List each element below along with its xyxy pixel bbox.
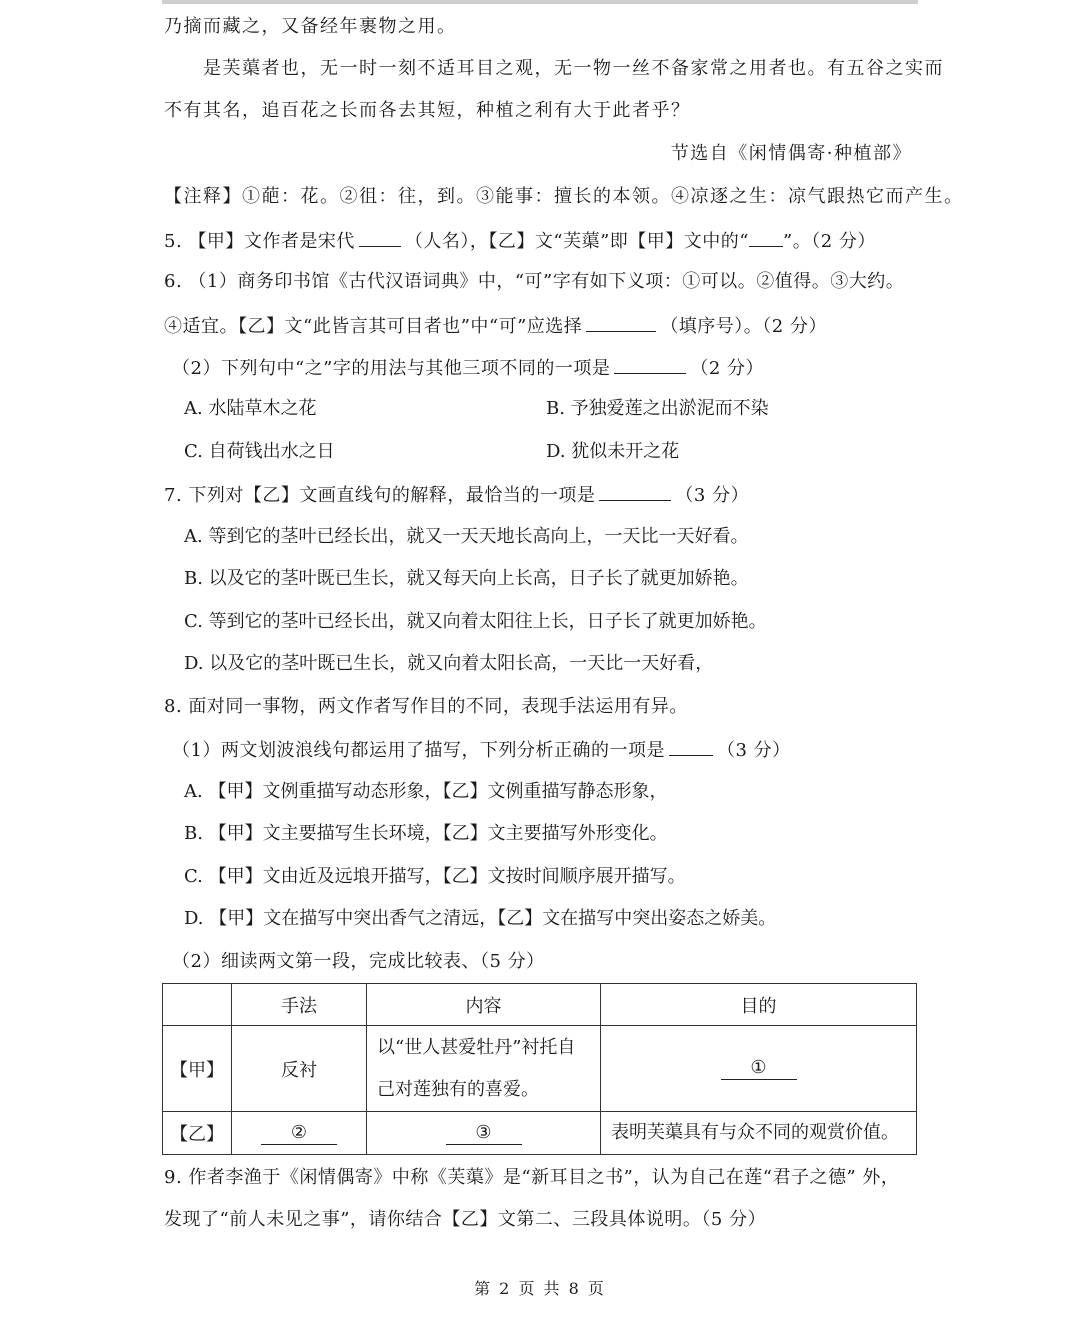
q8-option-d[interactable]: D. 【甲】文在描写中突出香气之清远，【乙】文在描写中突出姿态之娇美。 [184, 908, 777, 929]
q6-option-d[interactable]: D. 犹似未开之花 [546, 441, 680, 462]
table-header-cell [163, 984, 232, 1026]
table-header-cell: 手法 [232, 984, 367, 1026]
page-number: 第 2 页 共 8 页 [474, 1279, 606, 1298]
question-9-line1: 9. 作者李渔于《闲情偶寄》中称《芙蕖》是“新耳目之书”，认为自己在莲“君子之德” 外， [164, 1167, 900, 1188]
table-row [163, 1026, 917, 1112]
q8-1-blank[interactable] [669, 737, 713, 756]
content-cell [367, 1026, 601, 1112]
q7-text: 7. 下列对【乙】文画直线句的解释，最恰当的一项是 [164, 485, 596, 506]
passage-line: 乃摘而藏之，又备经年裹物之用。 [164, 16, 457, 37]
question-7 [164, 482, 749, 508]
q7-option-a[interactable]: A. 等到它的茎叶已经长出，就又一天天地长高向上，一天比一天好看。 [184, 526, 749, 547]
answer-blank-3[interactable]: ③ [446, 1122, 522, 1145]
method-cell[interactable] [232, 1112, 367, 1155]
q6-1-blank[interactable] [586, 313, 656, 332]
q5-text-c: ”。（2 分） [783, 231, 876, 252]
method-cell: 反衬 [232, 1026, 367, 1112]
content-line: 己对莲独有的喜爱。 [377, 1078, 539, 1100]
content-cell[interactable] [367, 1112, 601, 1155]
table-header-row [163, 984, 917, 1026]
question-6-line1: 6. （1）商务印书馆《古代汉语词典》中，“可”字有如下义项：①可以。②值得。③大约。 [164, 271, 905, 292]
comparison-table [162, 983, 917, 1155]
content-line: 以“世人甚爱牡丹”衬托自 [377, 1036, 576, 1058]
answer-blank-2[interactable]: ② [261, 1122, 337, 1145]
question-8-part2: （2）细读两文第一段，完成比较表、（5 分） [172, 951, 545, 972]
table-header-cell: 目的 [601, 984, 917, 1026]
question-8: 8. 面对同一事物，两文作者写作目的不同，表现手法运用有异。 [164, 696, 688, 717]
passage-source: 节选自《闲情偶寄·种植部》 [670, 143, 912, 164]
row-label: 【乙】 [163, 1112, 232, 1155]
q7-score: （3 分） [675, 485, 750, 506]
q5-text-a: 5. 【甲】文作者是宋代 [164, 231, 355, 252]
question-9-line2: 发现了“前人未见之事”，请你结合【乙】文第二、三段具体说明。（5 分） [164, 1209, 767, 1230]
q6-2-text: （2）下列句中“之”字的用法与其他三项不同的一项是 [172, 358, 611, 379]
purpose-cell: 表明芙蕖具有与众不同的观赏价值。 [601, 1112, 917, 1155]
q7-option-d[interactable]: D. 以及它的茎叶既已生长，就又向着太阳长高，一天比一天好看， [184, 653, 714, 674]
q8-1-score: （3 分） [716, 740, 791, 761]
table-row [163, 1112, 917, 1155]
question-8-part1 [172, 737, 791, 763]
passage-line: 不有其名，追百花之长而各去其短，种植之利有大于此者乎？ [164, 100, 691, 121]
q6-option-a[interactable]: A. 水陆草木之花 [184, 398, 317, 419]
q6-1-score: （填序号）。（2 分） [660, 316, 827, 337]
q5-blank-name[interactable] [359, 228, 401, 247]
page-top-edge [162, 0, 918, 4]
q6-option-c[interactable]: C. 自荷钱出水之日 [184, 441, 335, 462]
question-6-part2 [172, 355, 764, 381]
q7-option-c[interactable]: C. 等到它的茎叶已经长出，就又向着太阳往上长，日子长了就更加娇艳。 [184, 611, 767, 632]
row-label: 【甲】 [163, 1026, 232, 1112]
q5-text-b: （人名），【乙】文“芙蕖”即【甲】文中的“ [404, 231, 750, 252]
table-header-cell: 内容 [367, 984, 601, 1026]
q8-1-text: （1）两文划波浪线句都运用了描写，下列分析正确的一项是 [172, 740, 665, 761]
q8-option-a[interactable]: A. 【甲】文例重描写动态形象，【乙】文例重描写静态形象， [184, 781, 668, 802]
question-6-line2 [164, 313, 827, 339]
q6-2-score: （2 分） [690, 358, 765, 379]
q7-blank[interactable] [599, 482, 671, 501]
q5-blank-term[interactable] [749, 228, 783, 247]
q7-option-b[interactable]: B. 以及它的茎叶既已生长，就又每天向上长高，日子长了就更加娇艳。 [184, 568, 749, 589]
q6-1-text: ④适宜。【乙】文“此皆言其可目者也”中“可”应选择 [164, 316, 583, 337]
purpose-cell[interactable] [601, 1026, 917, 1112]
passage-notes: 【注释】①葩：花。②徂：往，到。③能事：擅长的本领。④凉逐之生：凉气跟热它而产生。 [164, 186, 964, 207]
answer-blank-1[interactable]: ① [721, 1057, 797, 1080]
passage-line: 是芙蕖者也，无一时一刻不适耳目之观，无一物一丝不备家常之用者也。有五谷之实而 [203, 58, 944, 79]
q6-option-b[interactable]: B. 予独爱莲之出淤泥而不染 [546, 398, 769, 419]
question-5 [164, 228, 876, 254]
q8-option-b[interactable]: B. 【甲】文主要描写生长环境，【乙】文主要描写外形变化。 [184, 823, 668, 844]
q8-option-c[interactable]: C. 【甲】文由近及远埌开描写，【乙】文按时间顺序展开描写。 [184, 866, 686, 887]
q6-2-blank[interactable] [614, 355, 686, 374]
